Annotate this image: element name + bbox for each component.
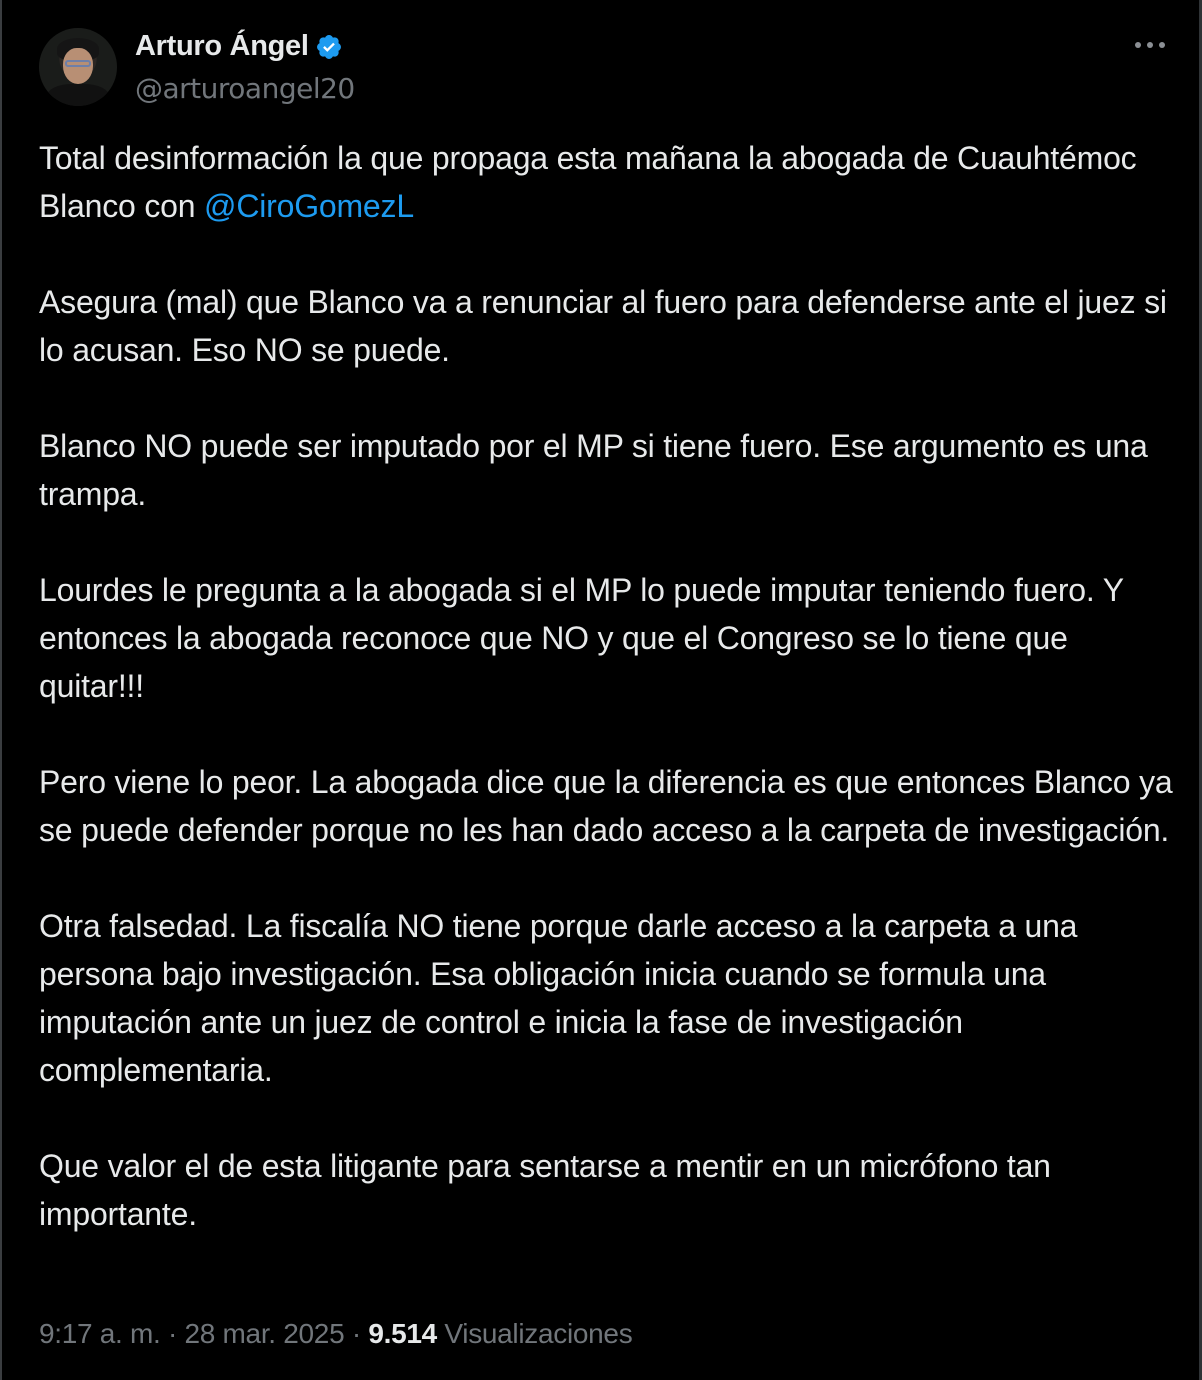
tweet-paragraph: Blanco NO puede ser imputado por el MP si tiene fuero. Ese argumento es una trampa. xyxy=(39,428,1148,512)
tweet-paragraph: Asegura (mal) que Blanco va a renunciar al fuero para defenderse ante el juez si lo acusan. Eso NO se puede. xyxy=(39,284,1167,368)
tweet-paragraph: Total desinformación la que propaga esta mañana la abogada de Cuauhtémoc Blanco con @CiroGomezL xyxy=(39,140,1137,224)
author-display-name[interactable]: Arturo Ángel xyxy=(135,30,309,62)
more-options-button[interactable] xyxy=(1131,38,1169,52)
tweet-time[interactable]: 9:17 a. m. xyxy=(39,1318,161,1349)
tweet-text xyxy=(39,134,1174,1238)
author-handle[interactable]: @arturoangel20 xyxy=(135,72,355,105)
tweet-paragraph: Otra falsedad. La fiscalía NO tiene porque darle acceso a la carpeta a una persona bajo investigación. Esa obligación inicia cuando se formula una imputación ante un juez de control e inicia la fase de investigación complementaria. xyxy=(39,908,1078,1088)
tweet-paragraph: Que valor el de esta litigante para sentarse a mentir en un micrófono tan importante. xyxy=(39,1148,1051,1232)
views-label: Visualizaciones xyxy=(436,1318,633,1349)
views-count: 9.514 xyxy=(368,1318,437,1349)
verified-badge-icon xyxy=(315,33,343,61)
avatar[interactable] xyxy=(39,28,117,106)
tweet-paragraph: Lourdes le pregunta a la abogada si el MP lo puede imputar teniendo fuero. Y entonces la abogada reconoce que NO y que el Congreso se lo tiene que quitar!!! xyxy=(39,572,1124,704)
tweet-paragraph: Pero viene lo peor. La abogada dice que la diferencia es que entonces Blanco ya se puede defender porque no les han dado acceso a la carpeta de investigación. xyxy=(39,764,1173,848)
mention-link[interactable]: @CiroGomezL xyxy=(204,188,414,224)
tweet-date[interactable]: 28 mar. 2025 xyxy=(184,1318,345,1349)
more-horizontal-icon xyxy=(1135,42,1141,48)
tweet-header xyxy=(39,28,1169,108)
tweet-meta: 9:17 a. m. · 28 mar. 2025 · 9.514 Visualizaciones xyxy=(39,1318,633,1349)
author-name-row xyxy=(135,30,343,63)
